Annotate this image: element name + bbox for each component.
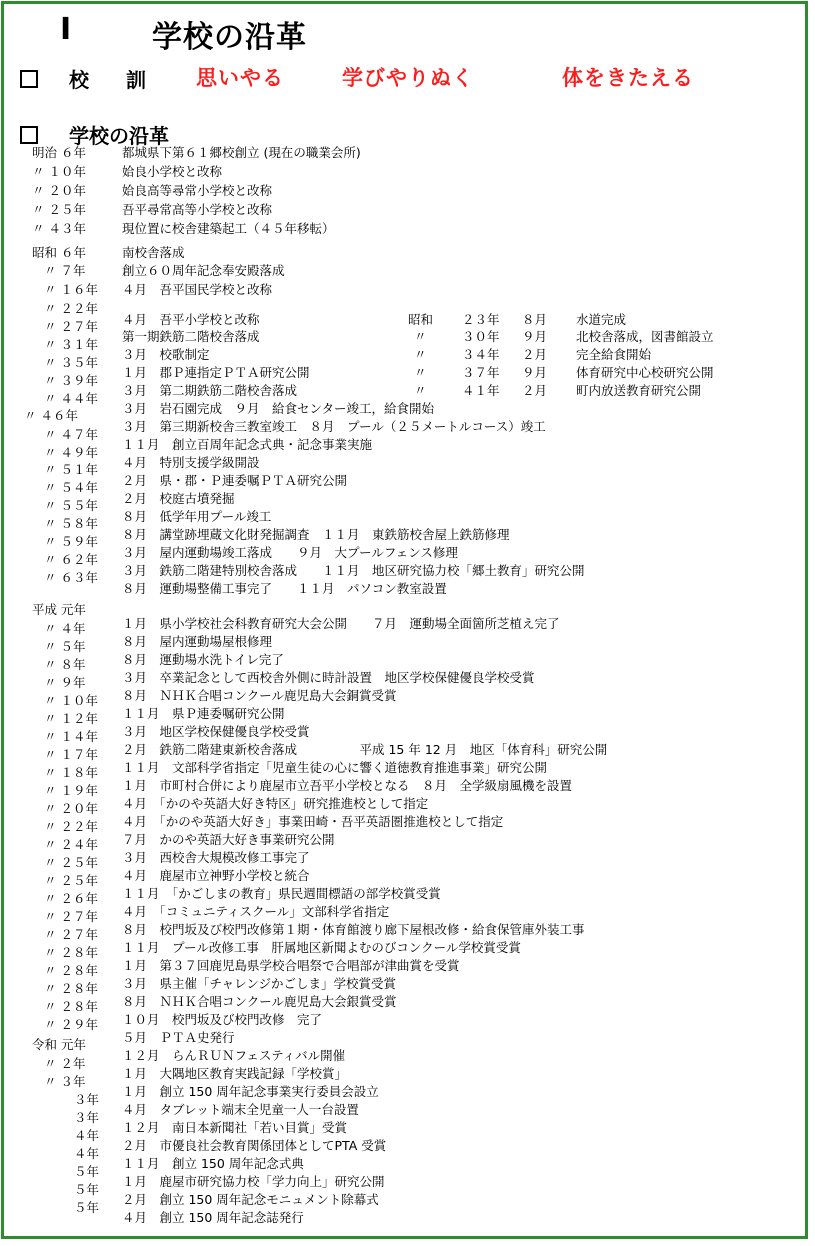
event-text: 姶良小学校と改称 (122, 164, 223, 179)
event-text: 姶良高等尋常小学校と改称 (122, 183, 273, 198)
event-text: ３月 西校舎大規模改修工事完了 (122, 850, 310, 865)
event-text: ３月 第三期新校舎三教室竣工 ８月 プール（２５メートルコース）竣工 (122, 419, 546, 434)
event-text: ４月 鹿屋市立神野小学校と統合 (122, 868, 310, 883)
event-text: ８月 低学年用プール竣工 (122, 509, 272, 524)
era-label: 〃 ２２年 (44, 301, 98, 316)
event-text: 創立６０周年記念奉安殿落成 (122, 263, 285, 278)
event-text: ４月 特別支援学級開設 (122, 455, 260, 470)
era-label: 〃 ２８年 (44, 981, 98, 996)
era-label: 〃 ８年 (44, 657, 86, 672)
section-number: Ⅰ (60, 12, 73, 47)
era-label: 〃 １９年 (44, 783, 98, 798)
event-text: ３月 第二期鉄筋二階校舎落成 (122, 383, 298, 398)
event-text: ３月 校歌制定 (122, 347, 210, 362)
event-text: １１月 県Ｐ連委嘱研究公開 (122, 706, 285, 721)
era-label: 〃 ２９年 (44, 1017, 98, 1032)
side-year: ３４年 (462, 347, 500, 362)
event-text: ３月 鉄筋二階建特別校舎落成 １１月 地区研究協力校「郷土教育」研究公開 (122, 563, 585, 578)
era-label: 〃 ３９年 (44, 373, 98, 388)
event-text: １月 大隅地区教育実践記録「学校賞」 (122, 1066, 348, 1081)
side-era: 〃 (414, 365, 427, 380)
event-text: ２月 市優良社会教育関係団体としてPTA 受賞 (122, 1138, 387, 1153)
era-label: 〃 １６年 (44, 282, 98, 297)
side-year: ２３年 (462, 312, 500, 327)
era-label: 〃 ５４年 (44, 480, 98, 495)
era-label: 〃 ２６年 (44, 891, 98, 906)
era-label: 〃 ７年 (44, 263, 86, 278)
motto-item: 思いやる (196, 66, 284, 90)
event-text: 南校舎落成 (122, 245, 185, 260)
era-label: 〃 ５１年 (44, 462, 98, 477)
event-text: １１月 プール改修工事 肝属地区新聞よむのびコンクール学校賞受賞 (122, 940, 521, 955)
event-text: ３月 卒業記念として西校舎外側に時計設置 地区学校保健優良学校受賞 (122, 670, 535, 685)
motto-item: 体をきたえる (562, 66, 694, 90)
side-month: ２月 (522, 347, 548, 362)
side-text: 水道完成 (576, 312, 627, 327)
side-era: 〃 (414, 383, 427, 398)
side-era: 〃 (414, 329, 427, 344)
page-title: 学校の沿革 (152, 20, 307, 55)
era-label: 〃 ５年 (44, 639, 86, 654)
era-label: 〃 １８年 (44, 765, 98, 780)
event-text: １月 創立 150 周年記念事業実行委員会設立 (122, 1084, 379, 1099)
era-label: 〃 ２７年 (44, 319, 98, 334)
event-text: ８月 講堂跡埋蔵文化財発掘調査 １１月 東鉄筋校舎屋上鉄筋修理 (122, 527, 510, 542)
side-year: ３０年 (462, 329, 500, 344)
event-text: ２月 創立 150 周年記念モニュメント除幕式 (122, 1192, 379, 1207)
era-label: 〃 ５５年 (44, 498, 98, 513)
event-text: ２月 県・郡・Ｐ連委嘱ＰＴＡ研究公開 (122, 473, 348, 488)
era-label: 〃 ２５年 (32, 202, 86, 217)
era-label: 〃 ２７年 (44, 909, 98, 924)
event-text: １月 県小学校社会科教育研究大会公開 ７月 運動場全面箇所芝植え完了 (122, 616, 560, 631)
era-label: 〃 １４年 (44, 729, 98, 744)
era-label: 〃 ５９年 (44, 534, 98, 549)
era-label: 〃 ３１年 (44, 337, 98, 352)
event-text: ７月 かのや英語大好き事業研究公開 (122, 832, 335, 847)
event-text: ４月 「コミュニティスクール」文部科学省指定 (122, 904, 390, 919)
era-label: 〃 １０年 (32, 164, 86, 179)
era-label: 〃 ６３年 (44, 570, 98, 585)
era-label: 〃 ３５年 (44, 355, 98, 370)
side-text: 完全給食開始 (576, 347, 652, 362)
event-text: 第一期鉄筋二階校舎落成 (122, 329, 260, 344)
era-label: 〃 ２５年 (44, 873, 98, 888)
era-label: 〃 ２５年 (44, 855, 98, 870)
era-label: ５年 (74, 1200, 100, 1215)
event-text: ４月 タブレット端末全児童一人一台設置 (122, 1102, 359, 1117)
event-text: ３月 岩石園完成 ９月 給食センター竣工，給食開始 (122, 401, 435, 416)
era-label: 〃 ２８年 (44, 999, 98, 1014)
era-label: ５年 (74, 1182, 100, 1197)
checkbox-square-icon (20, 70, 38, 88)
era-label: 〃 ９年 (44, 675, 86, 690)
era-label: ３年 (74, 1092, 100, 1107)
event-text: ５月 ＰＴＡ史発行 (122, 1030, 235, 1045)
motto-label-1: 校 (68, 68, 89, 92)
era-label: 昭和 ６年 (32, 245, 86, 260)
era-label: ３年 (74, 1110, 100, 1125)
era-label: ４年 (74, 1128, 100, 1143)
event-text: ８月 ＮＨＫ合唱コンクール鹿児島大会銀賞受賞 (122, 994, 397, 1009)
side-month: ８月 (522, 312, 548, 327)
era-label: 〃 １７年 (44, 747, 98, 762)
event-text: ３月 県主催「チャレンジかごしま」学校賞受賞 (122, 976, 397, 991)
side-era: 〃 (414, 347, 427, 362)
side-text: 北校舎落成，図書館設立 (576, 329, 714, 344)
era-label: 〃 ２４年 (44, 837, 98, 852)
event-text: １０月 校門坂及び校門改修 完了 (122, 1012, 323, 1027)
era-label: 〃 ６２年 (44, 552, 98, 567)
event-text: １１月 創立 150 周年記念式典 (122, 1156, 304, 1171)
event-text: 吾平尋常高等小学校と改称 (122, 202, 273, 217)
era-label: 〃 １０年 (44, 693, 98, 708)
era-label: 〃 ２８年 (44, 945, 98, 960)
event-text: 現位置に校舎建築起工（４５年移転） (122, 221, 335, 236)
era-label: 〃 ４７年 (44, 427, 98, 442)
event-text: ４月 創立 150 周年記念誌発行 (122, 1210, 304, 1225)
event-text: １１月 文部科学省指定「児童生徒の心に響く道徳教育推進事業」研究公開 (122, 760, 548, 775)
era-label: 〃 ５８年 (44, 516, 98, 531)
era-label: 平成 元年 (32, 602, 86, 617)
event-text: １１月 創立百周年記念式典・記念事業実施 (122, 437, 373, 452)
era-label: 〃 ２０年 (44, 801, 98, 816)
event-text: ４月 「かのや英語大好き」事業田崎・吾平英語圏推進校として指定 (122, 814, 504, 829)
side-month: ２月 (522, 383, 548, 398)
era-label: ４年 (74, 1146, 100, 1161)
event-text: １２月 南日本新聞社「若い目賞」受賞 (122, 1120, 348, 1135)
era-label: 〃 ２８年 (44, 963, 98, 978)
era-label: 明治 ６年 (32, 145, 86, 160)
side-text: 体育研究中心校研究公開 (576, 365, 714, 380)
side-month: ９月 (522, 329, 548, 344)
event-text: １１月 「かごしまの教育」県民週間標語の部学校賞受賞 (122, 886, 441, 901)
event-text: ８月 運動場整備工事完了 １１月 パソコン教室設置 (122, 581, 447, 596)
era-label: 〃 ４３年 (32, 221, 86, 236)
era-label: 〃 ２年 (44, 1056, 86, 1071)
era-label: ５年 (74, 1164, 100, 1179)
history-heading: 学校の沿革 (68, 124, 169, 148)
side-text: 町内放送教育研究公開 (576, 383, 702, 398)
side-era: 昭和 (408, 312, 434, 327)
event-text: ８月 運動場水洗トイレ完了 (122, 652, 284, 667)
era-label: 令和 元年 (32, 1037, 86, 1052)
event-text: ３月 地区学校保健優良学校受賞 (122, 724, 310, 739)
era-label: 〃 ２０年 (32, 183, 86, 198)
event-text: ８月 校門坂及び校門改修第１期・体育館渡り廊下屋根改修・給食保管庫外装工事 (122, 922, 585, 937)
motto-row (20, 64, 146, 93)
era-label: 〃 ４６年 (24, 408, 78, 423)
event-text: ３月 屋内運動場竣工落成 ９月 大プールフェンス修理 (122, 545, 458, 560)
event-text: ２月 校庭古墳発掘 (122, 491, 235, 506)
era-label: 〃 ２２年 (44, 819, 98, 834)
event-text: 都城県下第６１郷校創立 (現在の職業会所) (122, 145, 361, 160)
era-label: 〃 ４４年 (44, 391, 98, 406)
event-text: ８月 屋内運動場屋根修理 (122, 634, 273, 649)
event-text: １月 市町村合併により鹿屋市立吾平小学校となる ８月 全学級扇風機を設置 (122, 778, 573, 793)
event-text: １月 郡Ｐ連指定ＰＴＡ研究公開 (122, 365, 310, 380)
event-text: ４月 吾平国民学校と改称 (122, 282, 273, 297)
side-year: ３７年 (462, 365, 500, 380)
event-text: ２月 鉄筋二階建東新校舎落成 平成 15 年 12 月 地区「体育科」研究公開 (122, 742, 608, 757)
checkbox-square-icon (20, 126, 38, 144)
event-text: ８月 ＮＨＫ合唱コンクール鹿児島大会銅賞受賞 (122, 688, 397, 703)
side-year: ４１年 (462, 383, 500, 398)
era-label: 〃 １２年 (44, 711, 98, 726)
era-label: 〃 ４９年 (44, 445, 98, 460)
era-label: 〃 ４年 (44, 621, 86, 636)
side-month: ９月 (522, 365, 548, 380)
event-text: １月 鹿屋市研究協力校「学力向上」研究公開 (122, 1174, 385, 1189)
event-text: ４月 吾平小学校と改称 (122, 312, 260, 327)
event-text: ４月 「かのや英語大好き特区」研究推進校として指定 (122, 796, 429, 811)
era-label: 〃 ３年 (44, 1074, 86, 1089)
motto-label-2: 訓 (125, 68, 146, 92)
event-text: １月 第３７回鹿児島県学校合唱祭で合唱部が津曲賞を受賞 (122, 958, 460, 973)
motto-item: 学びやりぬく (342, 66, 474, 90)
event-text: １２月 らんＲＵＮフェスティバル開催 (122, 1048, 346, 1063)
era-label: 〃 ２７年 (44, 927, 98, 942)
